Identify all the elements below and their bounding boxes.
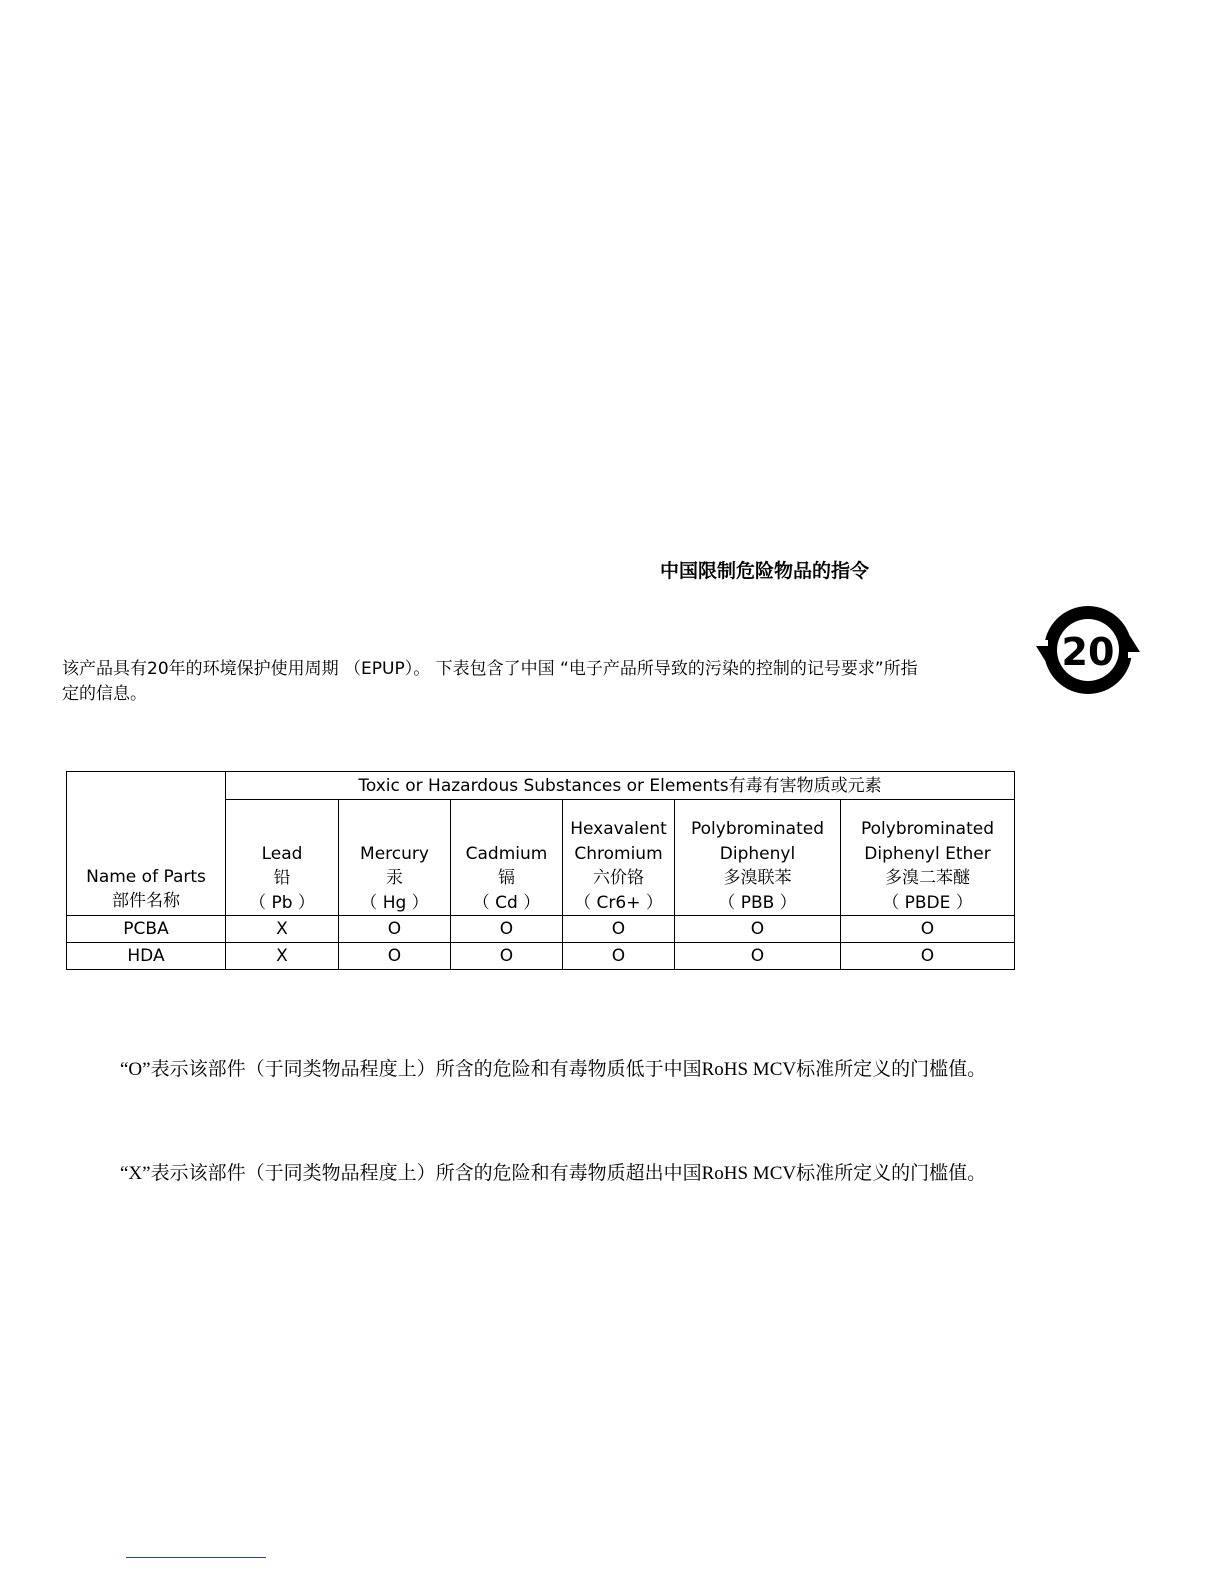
col-lead-en: Lead xyxy=(261,843,303,864)
col-pbb-symbol: （ PBB ） xyxy=(718,892,797,913)
name-of-parts-zh: 部件名称 xyxy=(112,891,180,911)
col-pbb-en-1: Polybrominated xyxy=(690,819,825,839)
col-pbde-symbol: （ PBDE ） xyxy=(882,892,973,913)
note-o-meaning: “O”表示该部件（于同类物品程度上）所含的危险和有毒物质低于中国RoHS MCV标准所定义的门槛值。 xyxy=(120,1059,987,1080)
col-header-lead xyxy=(226,800,339,916)
col-header-cadmium xyxy=(451,800,563,916)
table-cell: O xyxy=(841,943,1015,970)
table-cell: O xyxy=(339,916,451,943)
col-mercury-en: Mercury xyxy=(360,843,429,864)
col-lead-zh: 铅 xyxy=(273,868,291,888)
col-cadmium-symbol: （ Cd ） xyxy=(472,892,541,913)
col-pbb-zh: 多溴联苯 xyxy=(723,868,792,888)
col-cadmium-zh: 镉 xyxy=(498,868,515,888)
table-cell: O xyxy=(563,943,675,970)
epup-number: 20 xyxy=(1061,630,1115,674)
table-cell: X xyxy=(226,916,339,943)
col-header-pbde xyxy=(841,800,1015,916)
col-pbde-en-1: Polybrominated xyxy=(860,819,995,839)
intro-paragraph: 该产品具有20年的环境保护使用周期 （EPUP）。 下表包含了中国 “电子产品所导致的污染的控制的记号要求”所指定的信息。 xyxy=(62,659,918,704)
col-header-hexavalent-chromium xyxy=(563,800,675,916)
table-row xyxy=(67,916,1015,943)
name-of-parts-en: Name of Parts xyxy=(86,867,206,887)
col-chromium-zh: 六价铬 xyxy=(593,868,644,888)
col-pbde-en-2: Diphenyl Ether xyxy=(864,843,991,864)
name-of-parts-header xyxy=(67,772,226,916)
footnote-divider xyxy=(126,1557,266,1558)
col-header-pbb xyxy=(675,800,841,916)
col-chromium-en-1: Hexavalent xyxy=(570,819,667,839)
hazardous-substances-table xyxy=(66,771,1015,970)
table-cell: O xyxy=(339,943,451,970)
page-title: 中国限制危险物品的指令 xyxy=(660,560,870,582)
col-lead-symbol: （ Pb ） xyxy=(249,892,315,913)
table-cell: O xyxy=(675,916,841,943)
table-row xyxy=(67,943,1015,970)
col-header-mercury xyxy=(339,800,451,916)
substances-group-header: Toxic or Hazardous Substances or Elements有毒有害物质或元素 xyxy=(226,772,1015,800)
part-name-cell: HDA xyxy=(67,943,226,970)
table-cell: O xyxy=(675,943,841,970)
col-mercury-symbol: （ Hg ） xyxy=(360,892,429,913)
table-cell: O xyxy=(451,943,563,970)
col-pbde-zh: 多溴二苯醚 xyxy=(885,868,970,888)
table-cell: X xyxy=(226,943,339,970)
epup-20-recycling-icon xyxy=(1034,602,1142,698)
col-mercury-zh: 汞 xyxy=(386,868,403,888)
col-cadmium-en: Cadmium xyxy=(465,843,548,864)
col-chromium-symbol: （ Cr6+ ） xyxy=(574,892,663,913)
col-pbb-en-2: Diphenyl xyxy=(719,843,796,864)
table-cell: O xyxy=(563,916,675,943)
part-name-cell: PCBA xyxy=(67,916,226,943)
table-cell: O xyxy=(451,916,563,943)
table-cell: O xyxy=(841,916,1015,943)
note-x-meaning: “X”表示该部件（于同类物品程度上）所含的危险和有毒物质超出中国RoHS MCV标准所定义的门槛值。 xyxy=(120,1163,987,1184)
col-chromium-en-2: Chromium xyxy=(574,843,663,864)
